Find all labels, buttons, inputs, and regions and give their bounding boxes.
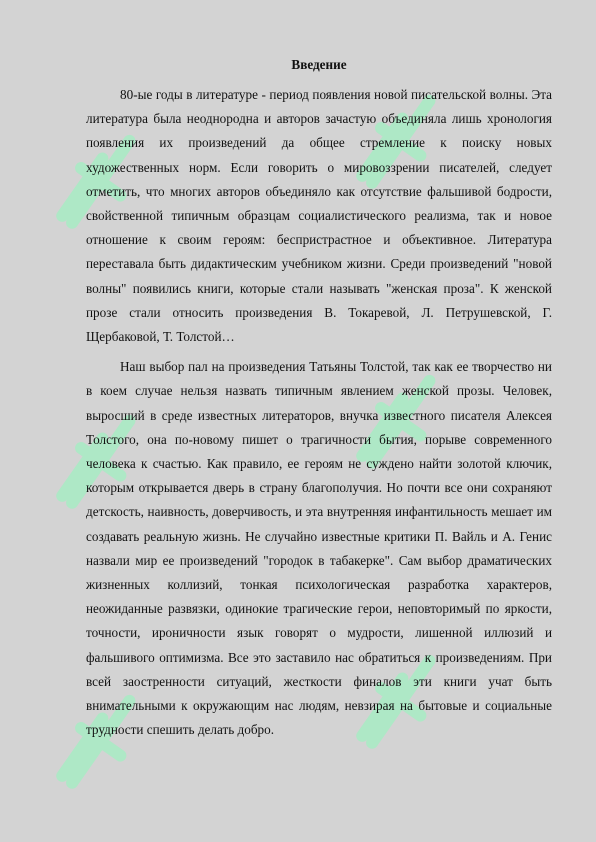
document-body bbox=[86, 55, 552, 742]
paragraph-2: Наш выбор пал на произведения Татьяны Толстой, так как ее творчество ни в коем случае нельзя назвать типичным явлением женской прозы. Человек, выросший в среде известных литераторов, внучка известного писателя Алексея Толстого, она по-новому пишет о трагичности бытия, порыве современного человека к счастью. Как правило, ее героям не суждено найти золотой ключик, которым открывается дверь в страну благополучия. Но почти все они сохраняют детскость, наивность, доверчивость, и эта внутренняя инфантильность мешает им создавать реальную жизнь. Не случайно известные критики П. Вайль и А. Генис назвали мир ее произведений "городок в табакерке". Сам выбор драматических жизненных коллизий, тонкая психологическая разработка характеров, неожиданные развязки, одинокие трагические герои, неповторимый по яркости, точности, ироничности язык говорят о мудрости, лишенной иллюзий и фальшивого оптимизма. Все это заставило нас обратиться к произведениям. При всей заостренности ситуаций, жесткости финалов эти книги учат быть внимательными к окружающим нас людям, невзирая на бытовые и социальные трудности спешить делать добро. bbox=[86, 359, 552, 738]
paragraph-1: 80-ые годы в литературе - период появления новой писательской волны. Эта литература была неоднородна и авторов зачастую объединяла лишь хронология появления их произведений да общее стремление к поиску новых художественных норм. Если говорить о мировоззрении писателей, следует отметить, что многих авторов объединяло как отсутствие фальшивой бодрости, свойственной типичным образцам социалистического реализма, так и новое отношение к своим героям: беспристрастное и объективное. Литература переставала быть дидактическим учебником жизни. Среди произведений "новой волны" появились книги, которые стали называть "женская проза". К женской прозе стали относить произведения В. Токаревой, Л. Петрушевской, Г. Щербаковой, Т. Толстой… bbox=[86, 87, 552, 345]
document-title: Введение bbox=[291, 57, 347, 72]
